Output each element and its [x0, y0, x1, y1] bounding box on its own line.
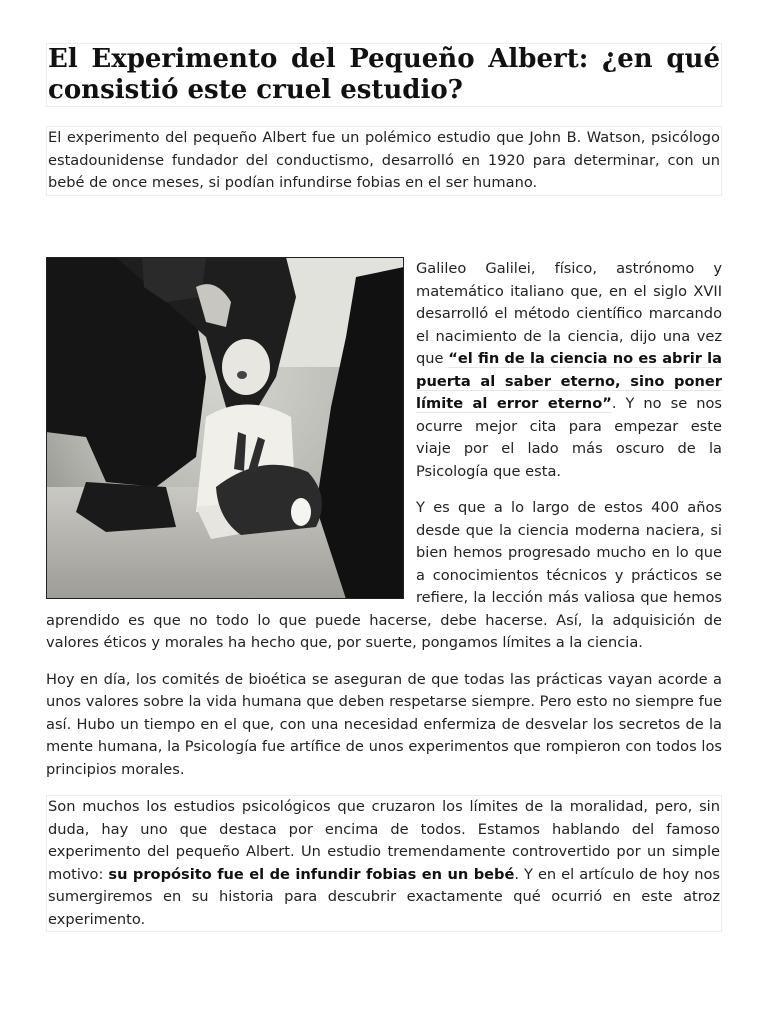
albert-paragraph [46, 795, 722, 932]
galileo-text: Galileo Galilei, físico, astrónomo y matemático italiano que, en el siglo XVII desarrolló el método científico marcando el nacimiento de la ciencia, dijo una vez que [416, 260, 722, 367]
albert-text: Son muchos los estudios psicológicos que cruzaron los límites de la moralidad, pero, sin duda, hay uno que destaca por encima de todos. Estamos hablando del famoso experimento del pequeño Albert. Un estudio tremendamente controvertido por un simple motivo: [48, 798, 720, 883]
little-albert-photo [46, 257, 404, 599]
galileo-quote: “el fin de la ciencia no es abrir la puerta al saber eterno, sino poner límite al error eterno” [416, 350, 722, 412]
albert-purpose-highlight: su propósito fue el de infundir fobias en un bebé [108, 865, 515, 883]
intro-paragraph: El experimento del pequeño Albert fue un polémico estudio que John B. Watson, psicólogo estadounidense fundador del conductismo, desarrolló en 1920 para determinar, con un bebé de once meses, si podían infundirse fobias en el ser humano. [46, 126, 722, 196]
history-paragraph: Y es que a lo largo de estos 400 años desde que la ciencia moderna naciera, si bien hemos progresado mucho en lo que a conocimientos técnicos y prácticos se refiere, la lección más valiosa que hemos aprendido es que no todo lo que puede hacerse, debe hacerse. Así, la adquisición de valores éticos y morales ha hecho que, por suerte, pongamos límites a la ciencia. [46, 499, 722, 651]
bioethics-paragraph: Hoy en día, los comités de bioética se aseguran de que todas las prácticas vayan acorde a unos valores sobre la vida humana que deben respetarse siempre. Pero esto no siempre fue así. Hubo un tiempo en el que, con una necesidad enfermiza de desvelar los secretos de la mente humana, la Psicología fue artífice de unos experimentos que rompieron con todos los principios morales. [46, 670, 722, 778]
albert-text-end: . Y en el artículo de hoy nos sumergiremos en su historia para descubrir exactamente qué ocurrió en este atroz experimento. [48, 865, 720, 928]
article-body [46, 258, 722, 932]
galileo-text-end: . Y no se nos ocurre mejor cita para empezar este viaje por el lado más oscuro de la Psicología que esta. [416, 395, 723, 480]
article-title: El Experimento del Pequeño Albert: ¿en qué consistió este cruel estudio? [48, 44, 720, 105]
